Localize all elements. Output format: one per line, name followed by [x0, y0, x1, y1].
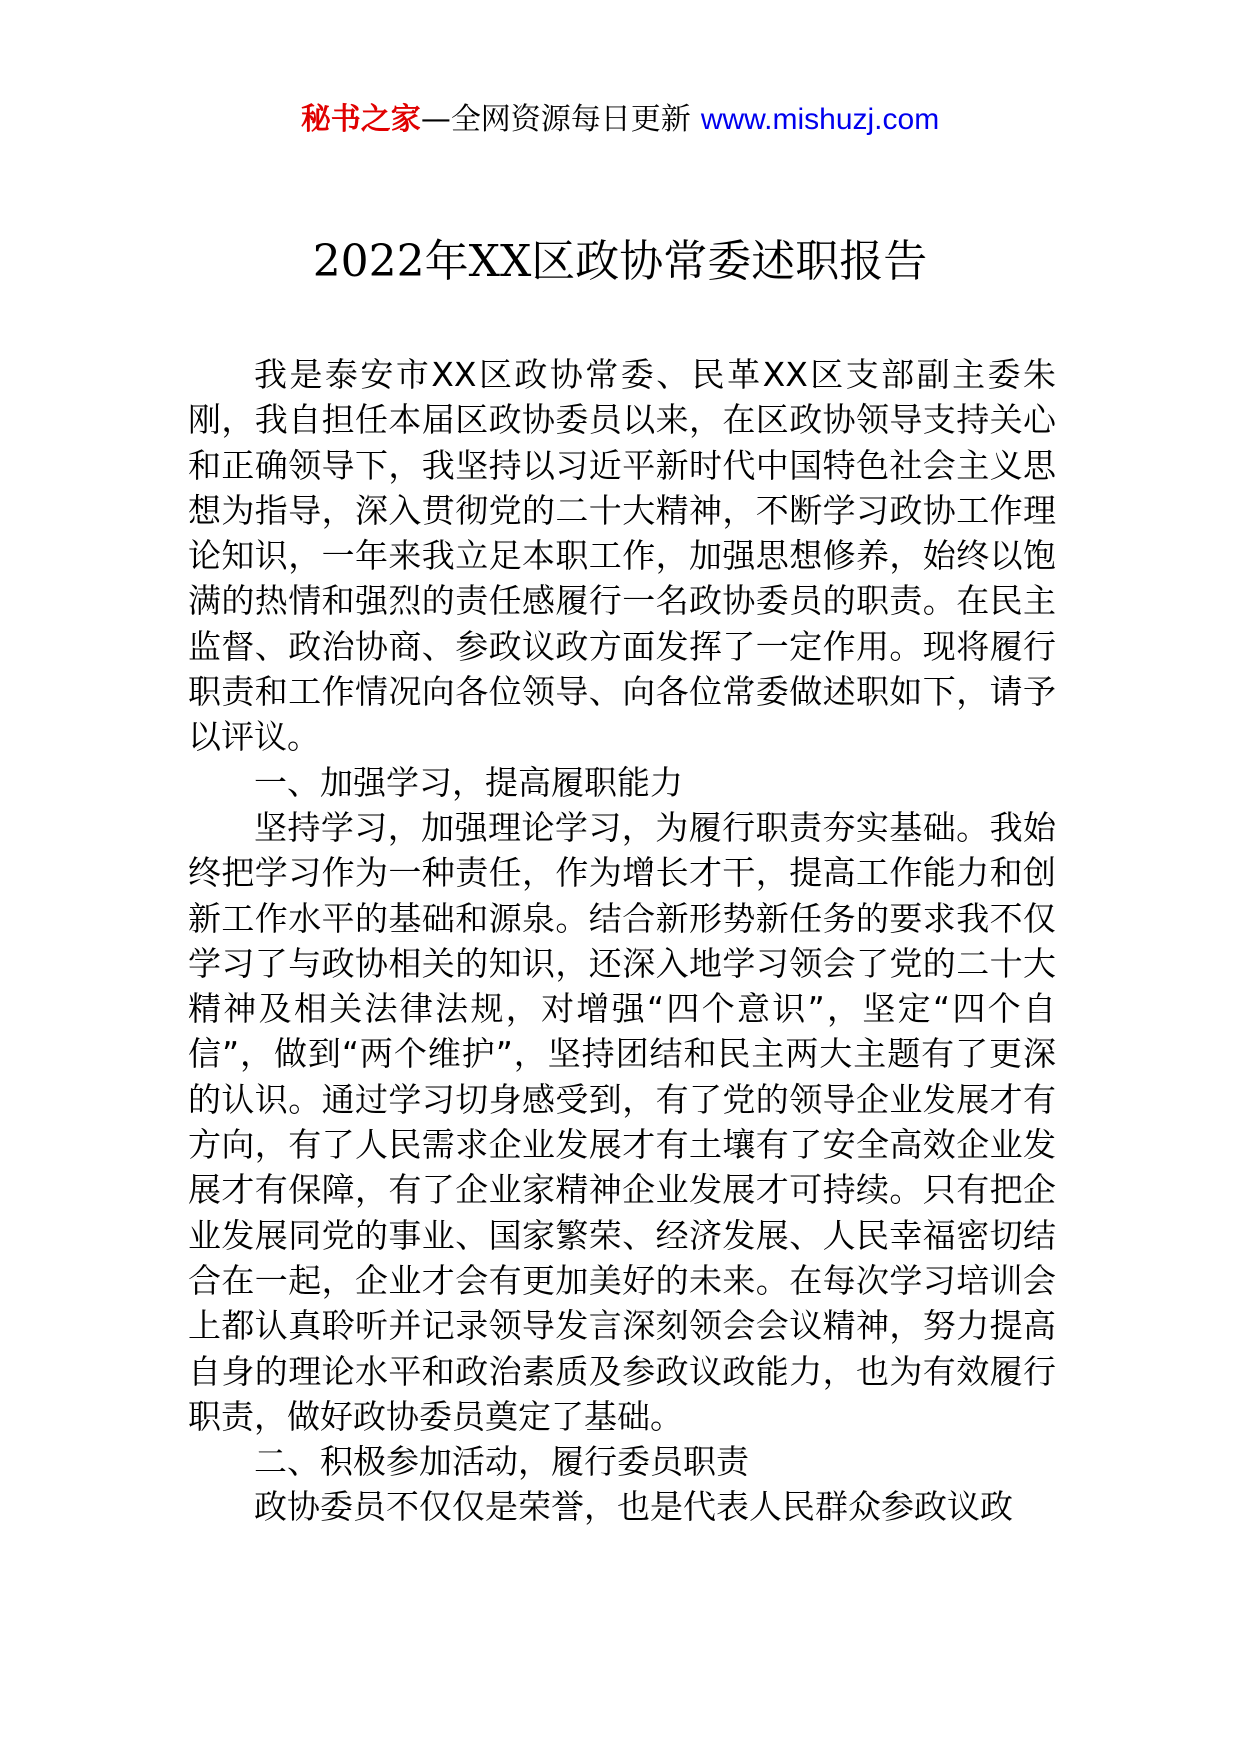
- body-paragraph: 我是泰安市XX区政协常委、民革XX区支部副主委朱刚，我自担任本届区政协委员以来，在区政协领导支持关心和正确领导下，我坚持以习近平新时代中国特色社会主义思想为指导，深入贯彻党的二十大精神，不断学习政协工作理论知识，一年来我立足本职工作，加强思想修养，始终以饱满的热情和强烈的责任感履行一名政协委员的职责。在民主监督、政治协商、参政议政方面发挥了一定作用。现将履行职责和工作情况向各位领导、向各位常委做述职如下，请予以评议。: [188, 355, 1056, 757]
- body-paragraph: 坚持学习，加强理论学习，为履行职责夯实基础。我始终把学习作为一种责任，作为增长才干，提高工作能力和创新工作水平的基础和源泉。结合新形势新任务的要求我不仅学习了与政协相关的知识，还深入地学习领会了党的二十大精神及相关法律法规，对增强“四个意识”，坚定“四个自信”，做到“两个维护”，坚持团结和民主两大主题有了更深的认识。通过学习切身感受到，有了党的领导企业发展才有方向，有了人民需求企业发展才有土壤有了安全高效企业发展才有保障，有了企业家精神企业发展才可持续。只有把企业发展同党的事业、国家繁荣、经济发展、人民幸福密切结合在一起，企业才会有更加美好的未来。在每次学习培训会上都认真聆听并记录领导发言深刻领会会议精神，努力提高自身的理论水平和政治素质及参政议政能力，也为有效履行职责，做好政协委员奠定了基础。: [188, 807, 1056, 1436]
- section-heading: 二、积极参加活动，履行委员职责: [254, 1442, 749, 1482]
- document-title: 2022年XX区政协常委述职报告: [312, 236, 928, 287]
- site-header: [0, 100, 1240, 140]
- body-paragraph: 政协委员不仅仅是荣誉，也是代表人民群众参政议政: [254, 1487, 1013, 1527]
- brand-name: 秘书之家: [300, 102, 421, 137]
- document-body: [188, 352, 1056, 1530]
- header-slogan: —全网资源每日更新: [420, 102, 691, 137]
- section-heading: 一、加强学习，提高履职能力: [254, 762, 683, 802]
- site-url-link[interactable]: www.mishuzj.com: [700, 103, 940, 136]
